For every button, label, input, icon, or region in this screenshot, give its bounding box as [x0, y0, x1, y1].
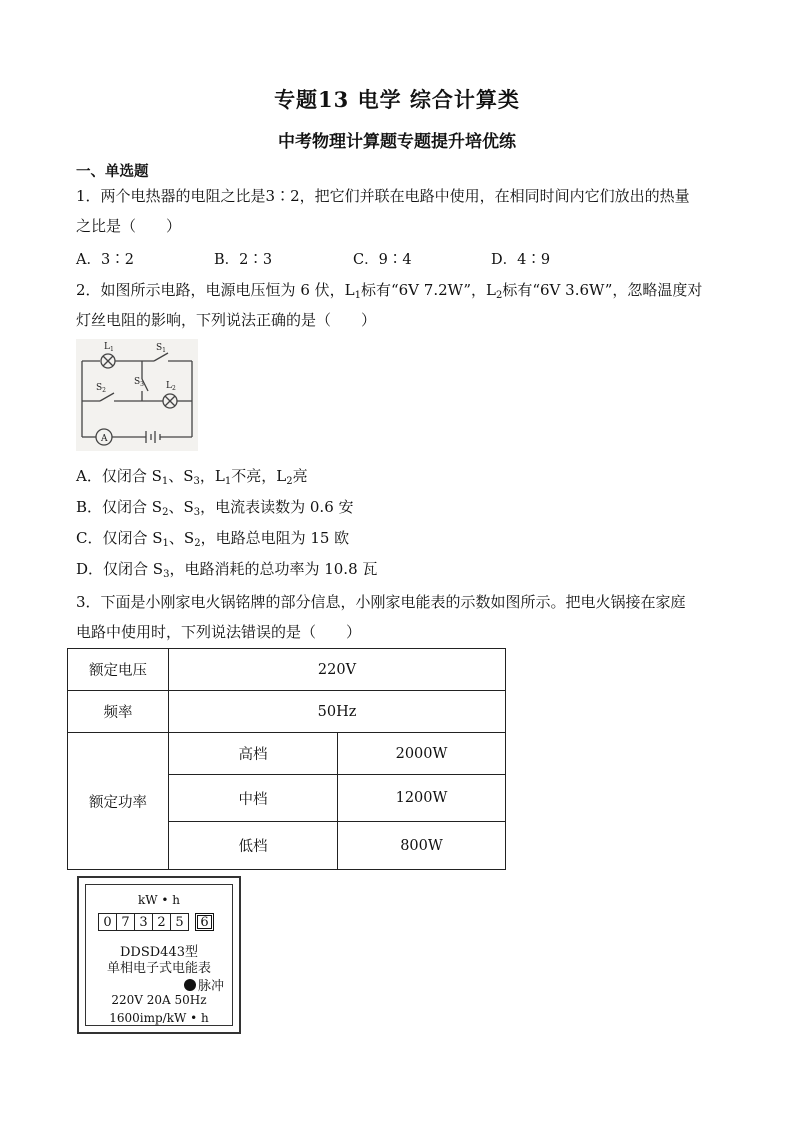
q1-options	[76, 248, 596, 268]
power-value: 1200W	[338, 775, 506, 822]
meter-digits	[99, 913, 214, 931]
table-row	[68, 691, 506, 733]
power-level: 中档	[169, 775, 338, 822]
meter-digit: 0	[98, 913, 117, 931]
label-ammeter: A	[101, 434, 108, 444]
q2-option-b[interactable]: B．仅闭合 $S_2$、$S_3$，电流表读数为 0.6 安	[76, 498, 354, 518]
pulse-indicator-icon	[184, 979, 196, 991]
pulse-label: 脉冲	[197, 979, 224, 994]
meter-digit-decimal: 6	[195, 913, 214, 931]
q1-option-d[interactable]: D．4∶9	[491, 252, 551, 268]
meter-constant: 1600imp/kW • h	[109, 1011, 209, 1025]
q2-stem-line1: 2．如图所示电路，电源电压恒为 6 伏，$L_1$标有“6V 7.2W”，$L_2$标有“6V 3.6W”，忽略温度对	[76, 281, 703, 301]
q1-stem-line2: 之比是（ ）	[76, 217, 182, 235]
meter-name: 单相电子式电能表	[106, 961, 211, 976]
q1-option-c[interactable]: C．9∶4	[353, 252, 412, 268]
q2-option-a[interactable]: A．仅闭合 $S_1$、$S_3$，$L_1$不亮，$L_2$亮	[76, 467, 308, 487]
power-level: 高档	[169, 733, 338, 775]
row-value: 220V	[169, 649, 506, 691]
label-s3: $S_3$	[134, 377, 144, 388]
q1-option-b[interactable]: B．2∶3	[214, 252, 273, 268]
q2-option-d[interactable]: D．仅闭合 $S_3$，电路消耗的总功率为 10.8 瓦	[76, 560, 378, 580]
meter-face	[85, 884, 233, 1026]
row-value: 50Hz	[169, 691, 506, 733]
power-label: 额定功率	[68, 733, 169, 870]
meter-model: DDSD443型	[120, 945, 198, 960]
page-title: 专题13 电学 综合计算类	[274, 87, 520, 112]
meter-rating: 220V 20A 50Hz	[111, 993, 207, 1007]
meter-unit: kW • h	[137, 893, 181, 907]
power-value: 800W	[338, 822, 506, 870]
label-s2: $S_2$	[96, 383, 106, 394]
meter-pulse	[184, 975, 224, 994]
q1-option-a[interactable]: A．3∶2	[76, 252, 134, 268]
meter-digit: 3	[134, 913, 153, 931]
q2-stem-line2: 灯丝电阻的影响，下列说法正确的是（ ）	[76, 311, 377, 329]
energy-meter	[77, 876, 241, 1034]
q1-stem-line1: 1．两个电热器的电阻之比是3∶2，把它们并联在电路中使用，在相同时间内它们放出的热量	[76, 187, 690, 205]
meter-digit: 2	[152, 913, 171, 931]
nameplate-table	[67, 648, 506, 870]
power-level: 低档	[169, 822, 338, 870]
table-row	[68, 733, 506, 775]
q3-stem-line2: 电路中使用时，下列说法错误的是（ ）	[76, 623, 362, 641]
label-l2: $L_2$	[166, 381, 176, 392]
power-value: 2000W	[338, 733, 506, 775]
circuit-diagram	[76, 339, 198, 451]
row-label: 频率	[68, 691, 169, 733]
label-l1: $L_1$	[104, 342, 114, 353]
q2-option-c[interactable]: C．仅闭合 $S_1$、$S_2$，电路总电阻为 15 欧	[76, 529, 350, 549]
row-label: 额定电压	[68, 649, 169, 691]
table-row	[68, 649, 506, 691]
q3-stem-line1: 3．下面是小刚家电火锅铭牌的部分信息，小刚家电能表的示数如图所示。把电火锅接在家庭	[76, 593, 686, 611]
page-subtitle: 中考物理计算题专题提升培优练	[278, 132, 516, 152]
section-heading: 一、单选题	[76, 163, 149, 180]
label-s1: $S_1$	[156, 343, 166, 354]
meter-digit: 7	[116, 913, 135, 931]
meter-digit: 5	[170, 913, 189, 931]
